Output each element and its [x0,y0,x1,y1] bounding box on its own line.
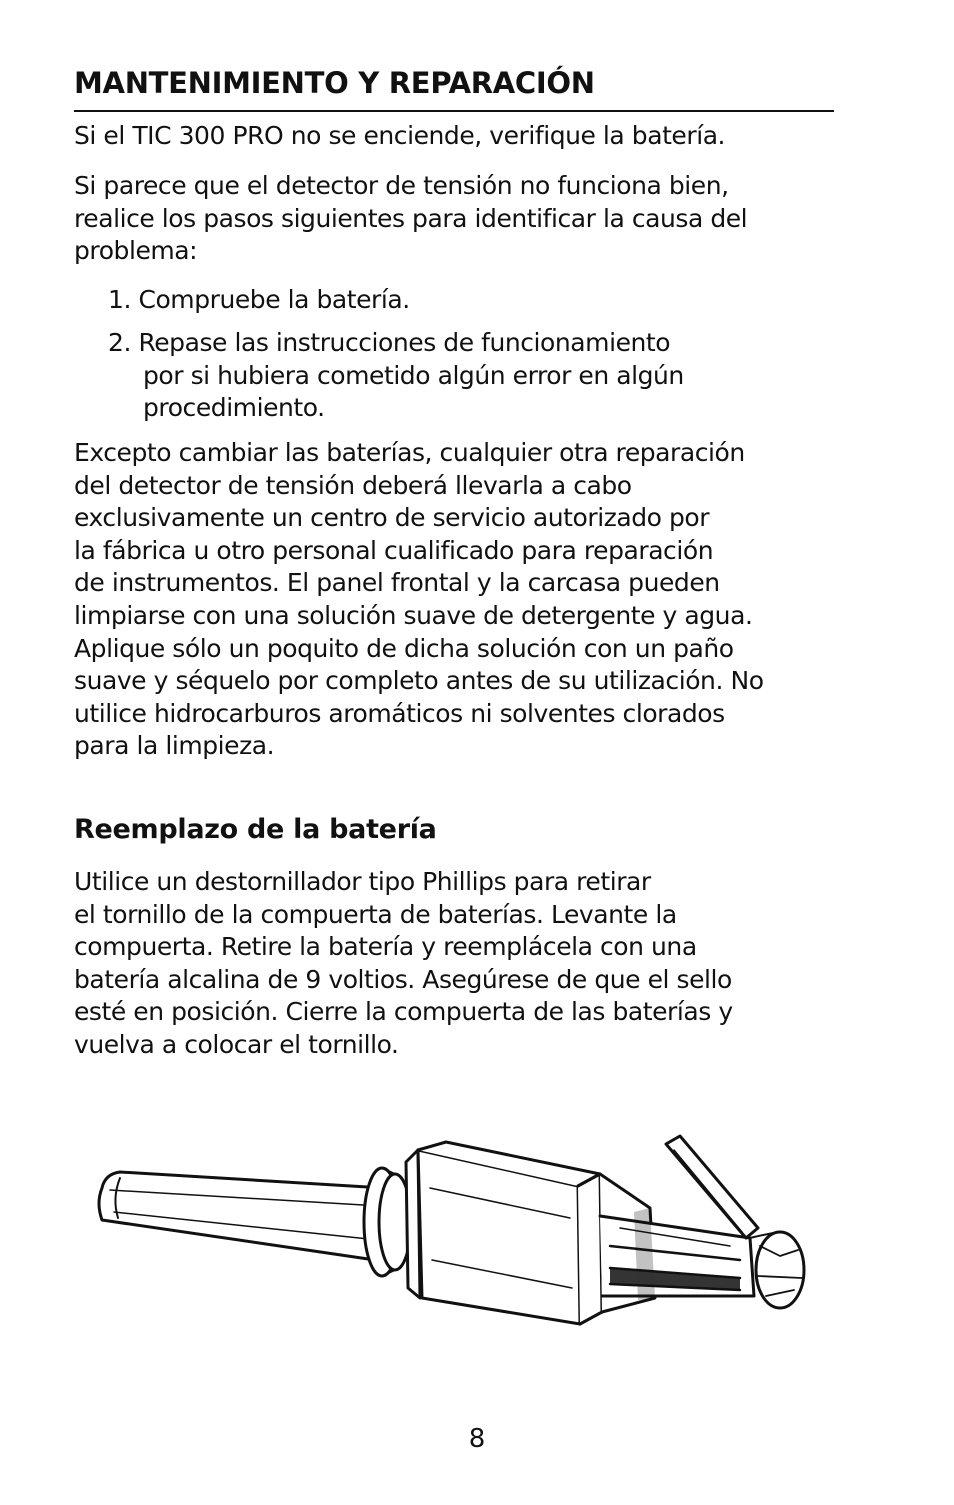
paragraph-line: de instrumentos. El panel frontal y la carcasa pueden [74,568,720,598]
intro-line: Si el TIC 300 PRO no se enciende, verifique la batería. [74,121,726,150]
paragraph-battery [74,866,844,1062]
step-1 [108,284,808,317]
paragraph-repair [74,437,844,763]
paragraph-line: Aplique sólo un poquito de dicha solución con un paño [74,633,734,663]
step-line: por si hubiera cometido algún error en algún [143,360,684,390]
paragraph-line: limpiarse con una solución suave de detergente y agua. [74,600,753,630]
paragraph-line: Excepto cambiar las baterías, cualquier otra reparación [74,438,745,467]
battery-section-title: Reemplazo de la batería [74,814,437,845]
section-title: MANTENIMIENTO Y REPARACIÓN [74,66,595,100]
step-line: 1. Compruebe la batería. [108,285,410,314]
paragraph-line: realice los pasos siguientes para identificar la causa del [74,203,748,233]
paragraph-line: del detector de tensión deberá llevarla a cabo [74,470,632,500]
paragraph-line: vuelva a colocar el tornillo. [74,1029,399,1059]
paragraph-line: el tornillo de la compuerta de baterías. Levante la [74,899,677,929]
voltage-detector-battery-door-illustration [90,1128,820,1352]
step-line: 2. Repase las instrucciones de funcionamiento [108,328,671,357]
paragraph-line: esté en posición. Cierre la compuerta de las baterías y [74,997,733,1027]
paragraph-line: la fábrica u otro personal cualificado para reparación [74,535,714,565]
paragraph-line: batería alcalina de 9 voltios. Asegúrese de que el sello [74,964,732,994]
paragraph-line: problema: [74,236,198,266]
page-number: 8 [468,1424,486,1454]
paragraph-line: Si parece que el detector de tensión no funciona bien, [74,171,729,200]
title-underline [74,110,834,112]
intro-text [74,120,844,153]
paragraph-line: para la limpieza. [74,731,275,761]
step-2 [108,327,808,425]
paragraph-line: exclusivamente un centro de servicio autorizado por [74,503,710,533]
step-line: procedimiento. [143,393,325,423]
paragraph-troubleshoot [74,170,844,268]
paragraph-line: Utilice un destornillador tipo Phillips para retirar [74,867,651,896]
paragraph-line: utilice hidrocarburos aromáticos ni solventes clorados [74,698,725,728]
paragraph-line: compuerta. Retire la batería y reemplácela con una [74,932,697,962]
paragraph-line: suave y séquelo por completo antes de su utilización. No [74,666,764,696]
